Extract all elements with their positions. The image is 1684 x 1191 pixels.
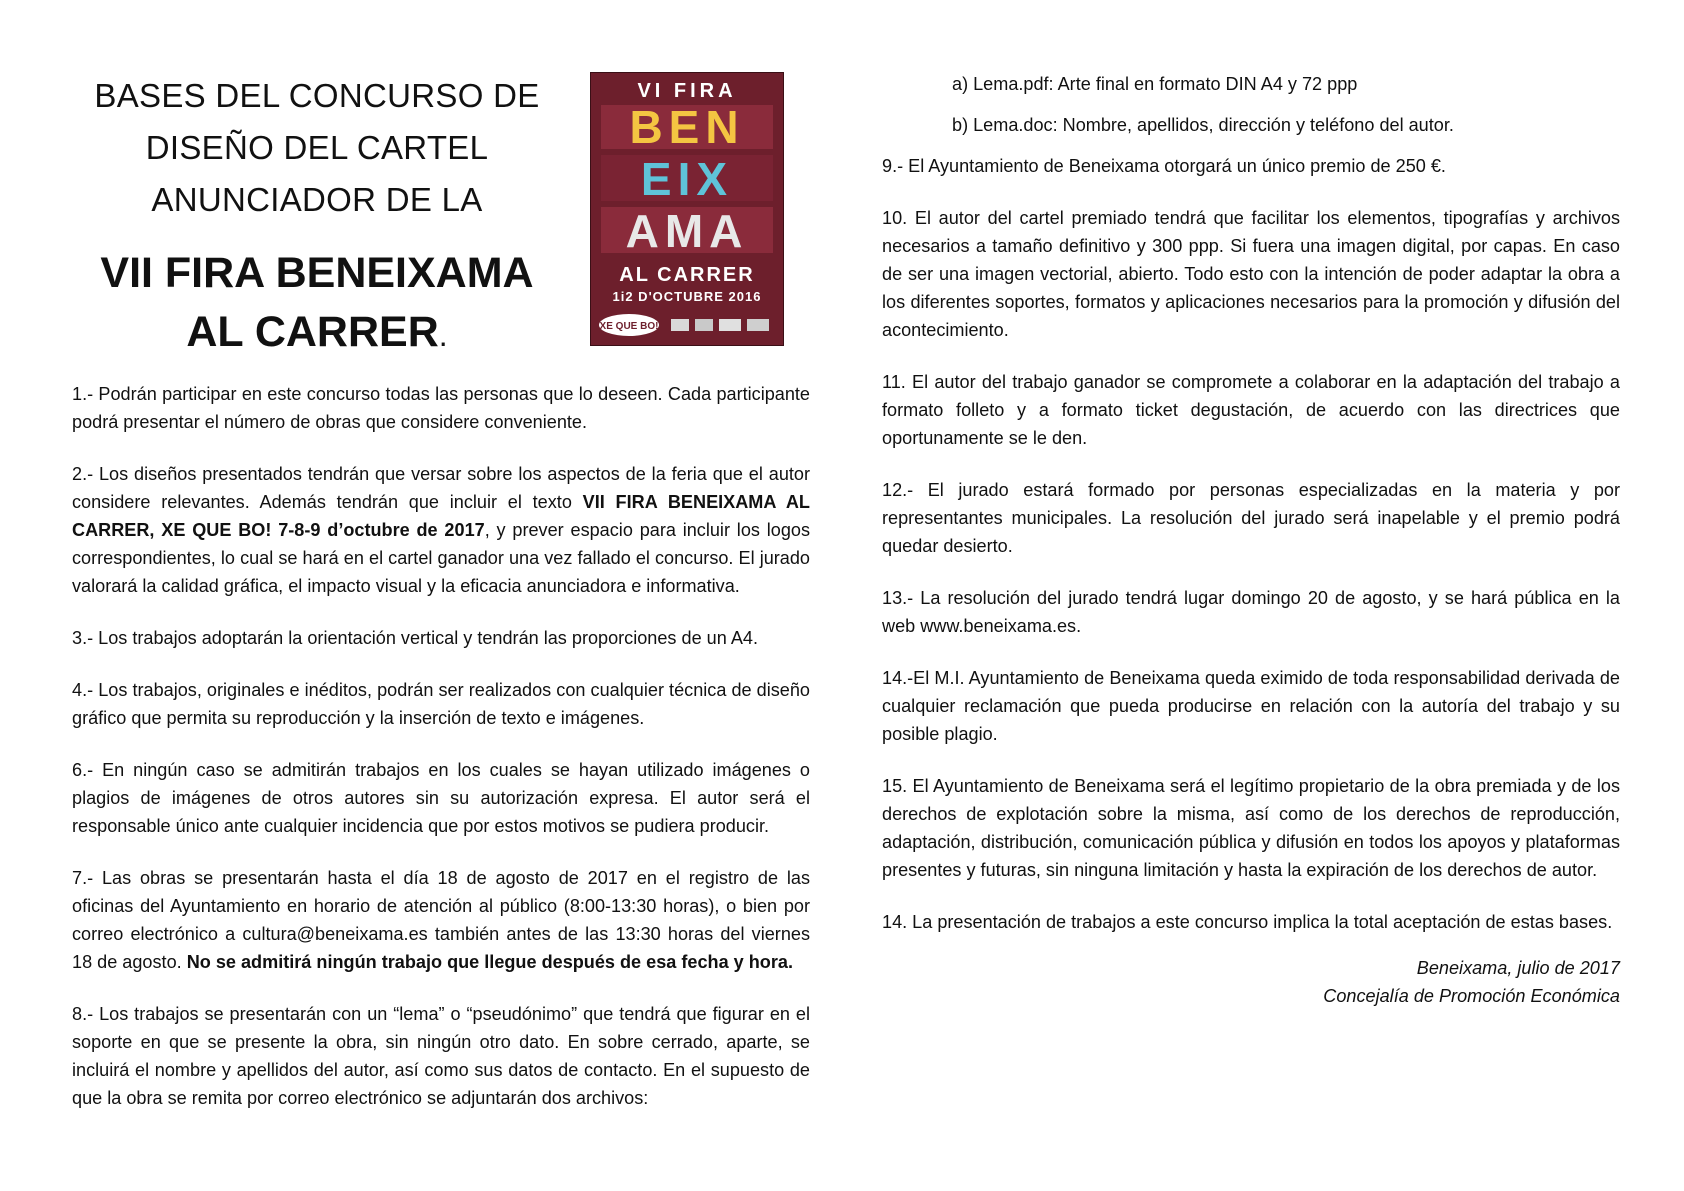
right-column xyxy=(882,70,1620,1010)
clause-11: 11. El autor del trabajo ganador se compromete a colaborar en la adaptación del trabajo a formato folleto y a formato ticket degustación, de acuerdo con las directrices que oportunamente se le den. xyxy=(882,372,1620,448)
poster-image xyxy=(590,72,784,346)
poster-line-2: BEN xyxy=(629,101,745,153)
title-block xyxy=(72,70,562,365)
poster-line-6: 1i2 D'OCTUBRE 2016 xyxy=(612,289,762,304)
poster-line-4: AMA xyxy=(625,205,749,257)
signature-department: Concejalía de Promoción Económica xyxy=(1323,986,1620,1006)
event-title-text: AL CARRER xyxy=(186,308,439,356)
left-column xyxy=(72,380,810,1136)
title-line-3: ANUNCIADOR DE LA xyxy=(151,181,483,218)
attachment-b: b) Lema.doc: Nombre, apellidos, dirección y teléfono del autor. xyxy=(952,115,1454,135)
event-title-line-2 xyxy=(72,303,562,365)
clause-9: 9.- El Ayuntamiento de Beneixama otorgará un único premio de 250 €. xyxy=(882,156,1446,176)
clause-4: 4.- Los trabajos, originales e inéditos, podrán ser realizados con cualquier técnica de diseño gráfico que permita su reproducción y la inserción de texto e imágenes. xyxy=(72,680,810,728)
clause-3: 3.- Los trabajos adoptarán la orientación vertical y tendrán las proporciones de un A4. xyxy=(72,628,758,648)
title-line-2: DISEÑO DEL CARTEL xyxy=(145,129,489,166)
clause-2: 2.- Los diseños presentados tendrán que versar sobre los aspectos de la feria que el autor considere relevantes. Además tendrán que incluir el texto VII FIRA BENEIXAMA AL CARRER, XE QUE BO! 7-8-9 d’octubre de 2017, y prever espacio para incluir los logos correspondientes, lo cual se hará en el cartel ganador una vez fallado el concurso. El jurado valorará la calidad gráfica, el impacto visual y la eficacia anunciadora e informativa. xyxy=(72,464,810,596)
poster-graphic xyxy=(591,73,783,345)
event-title-line-1: VII FIRA BENEIXAMA xyxy=(100,249,534,297)
clause-12: 12.- El jurado estará formado por personas especializadas en la materia y por representantes municipales. La resolución del jurado será inapelable y el premio podrá quedar desierto. xyxy=(882,480,1620,556)
title-line-1: BASES DEL CONCURSO DE xyxy=(94,77,540,114)
attachment-a: a) Lema.pdf: Arte final en formato DIN A4 y 72 ppp xyxy=(952,74,1358,94)
poster-line-1: VI FIRA xyxy=(637,80,737,102)
poster-line-5: AL CARRER xyxy=(619,264,755,286)
poster-big-letters xyxy=(601,101,773,257)
clause-1: 1.- Podrán participar en este concurso todas las personas que lo deseen. Cada participante podrá presentar el número de obras que considere conveniente. xyxy=(72,384,810,432)
event-title-period: . xyxy=(438,317,448,353)
clause-14b: 14. La presentación de trabajos a este concurso implica la total aceptación de estas bases. xyxy=(882,912,1613,932)
clause-7: 7.- Las obras se presentarán hasta el día 18 de agosto de 2017 en el registro de las oficinas del Ayuntamiento en horario de atención al público (8:00-13:30 horas), o bien por correo electrónico a cultura@beneixama.es también antes de las 13:30 horas del viernes 18 de agosto. No se admitirá ningún trabajo que llegue después de esa fecha y hora. xyxy=(72,868,810,972)
clause-7-bold: No se admitirá ningún trabajo que llegue después de esa fecha y hora. xyxy=(186,952,793,972)
signature-place-date: Beneixama, julio de 2017 xyxy=(1416,958,1620,978)
clause-15: 15. El Ayuntamiento de Beneixama será el legítimo propietario de la obra premiada y de los derechos de explotación sobre la misma, así como de los derechos de reproducción, adaptación, distribución, comunicación pública y difusión en todos los apoyos y plataformas presentes y futuras, sin ninguna limitación y hasta la expiración de los derechos de autor. xyxy=(882,776,1620,880)
clause-13: 13.- La resolución del jurado tendrá lugar domingo 20 de agosto, y se hará pública en la web www.beneixama.es. xyxy=(882,588,1620,636)
poster-badge: XE QUE BO! xyxy=(599,321,659,332)
clause-10: 10. El autor del cartel premiado tendrá que facilitar los elementos, tipografías y archivos necesarios a tamaño definitivo y 300 ppp. Si fuera una imagen digital, por capas. En caso de ser una imagen vectorial, abierto. Todo esto con la intención de poder adaptar la obra a los diferentes soportes, formatos y aplicaciones necesarios para la promoción y difusión del acontecimiento. xyxy=(882,208,1620,340)
clause-8: 8.- Los trabajos se presentarán con un “lema” o “pseudónimo” que tendrá que figurar en el soporte en que se presente la obra, sin ningún otro dato. En sobre cerrado, aparte, se incluirá el nombre y apellidos del autor, así como sus datos de contacto. En el supuesto de que la obra se remita por correo electrónico se adjuntarán dos archivos: xyxy=(72,1004,810,1108)
poster-line-3: EIX xyxy=(640,153,734,205)
clause-14a: 14.-El M.I. Ayuntamiento de Beneixama queda eximido de toda responsabilidad derivada de cualquier reclamación que pueda producirse en relación con la autoría del trabajo y su posible plagio. xyxy=(882,668,1620,744)
clause-2-bold: VII FIRA BENEIXAMA AL CARRER, XE QUE BO! 7-8-9 d’octubre de 2017 xyxy=(72,492,810,540)
clause-6: 6.- En ningún caso se admitirán trabajos en los cuales se hayan utilizado imágenes o plagios de imágenes de otros autores sin su autorización expresa. El autor será el responsable único ante cualquier incidencia que por estos motivos se pudiera producir. xyxy=(72,760,810,836)
